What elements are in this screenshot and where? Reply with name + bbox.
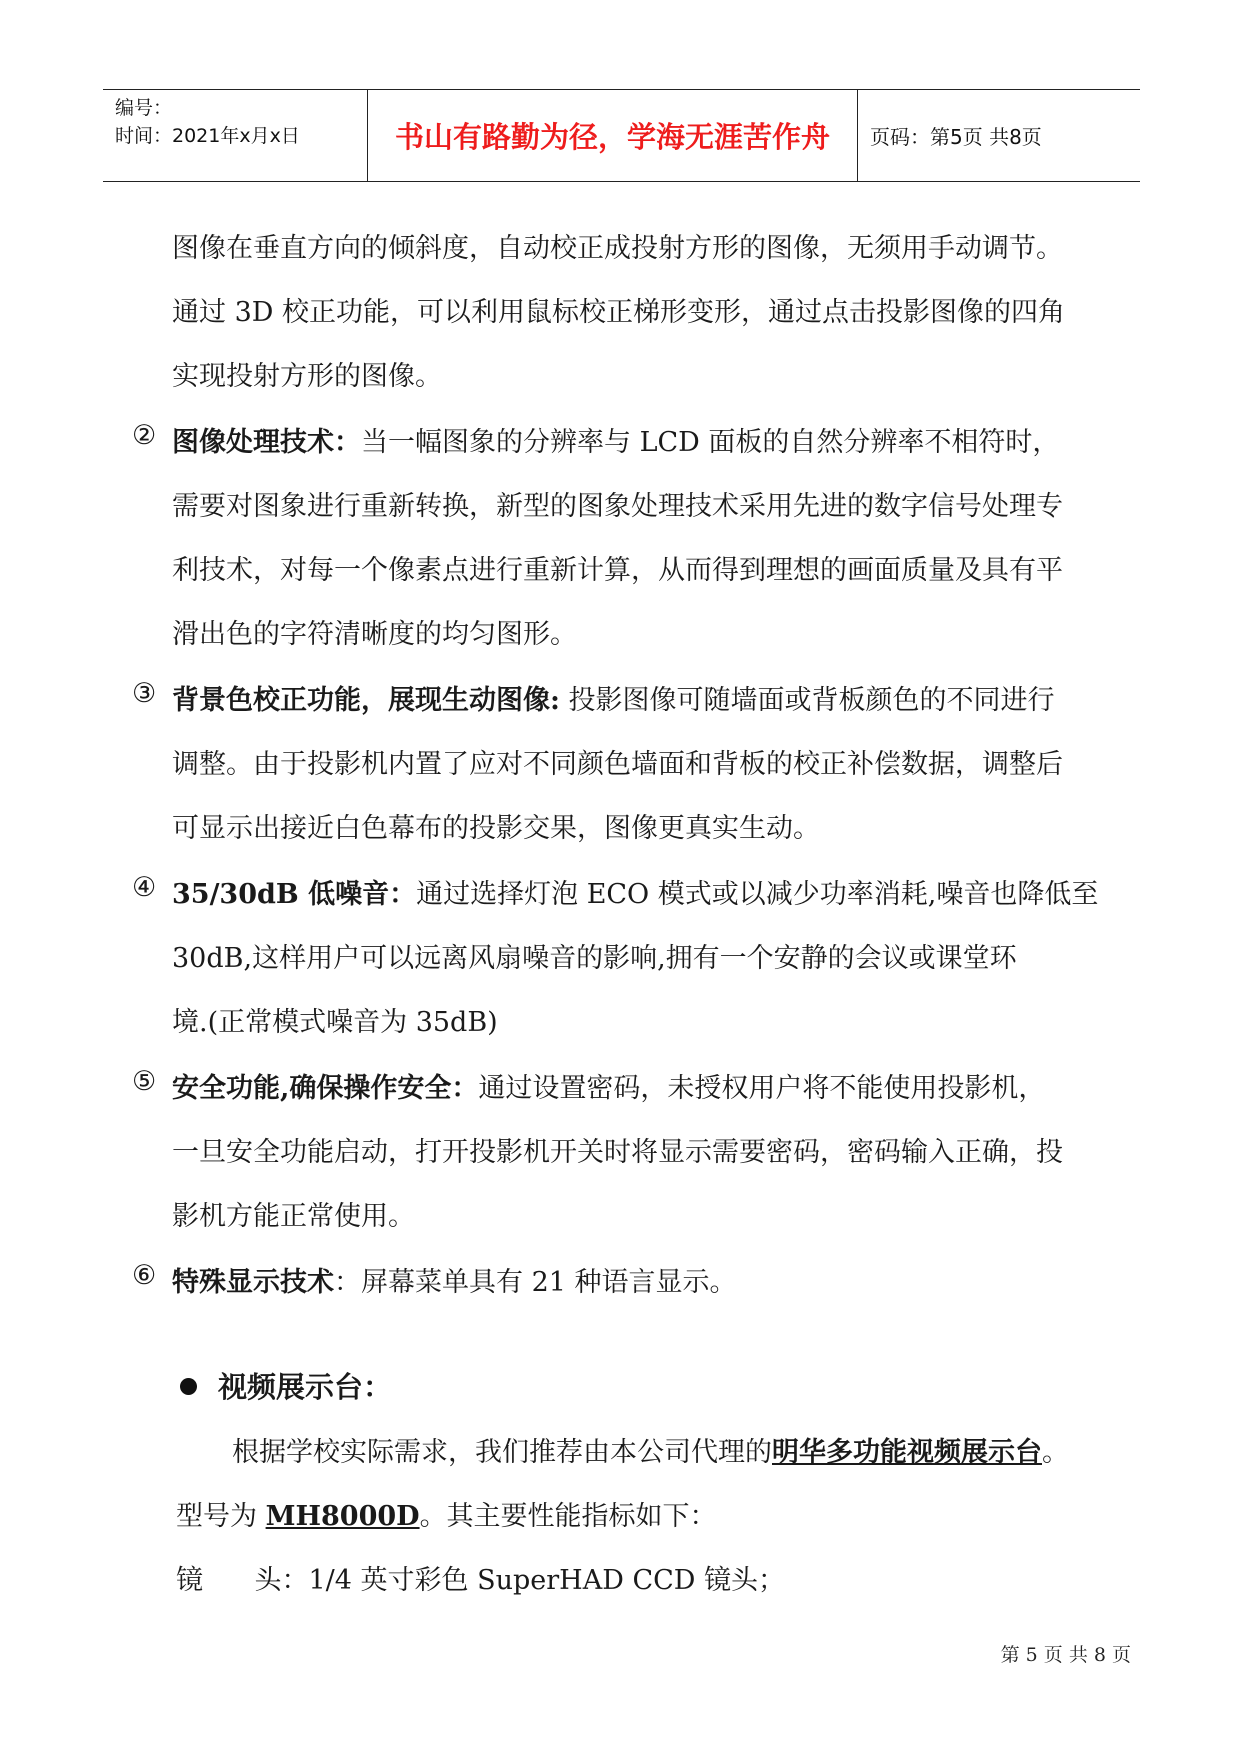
list-item-line: 可显示出接近白色幕布的投影交果，图像更真实生动。 bbox=[172, 813, 820, 844]
paragraph-line: 实现投射方形的图像。 bbox=[172, 361, 442, 392]
item-title: 图像处理技术： bbox=[172, 427, 361, 458]
list-item-line: 需要对图象进行重新转换，新型的图象处理技术采用先进的数字信号处理专 bbox=[172, 491, 1063, 522]
bullet-dot-icon bbox=[180, 1378, 197, 1395]
page-footer: 第 5 页 共 8 页 bbox=[1000, 1644, 1131, 1666]
header-motto: 书山有路勤为径，学海无涯苦作舟 bbox=[368, 90, 858, 181]
spec-label: 镜 头 bbox=[176, 1565, 282, 1596]
model-number: MH8000D bbox=[265, 1501, 420, 1532]
list-marker: ③ bbox=[132, 678, 157, 709]
item-title: 35/30dB 低噪音： bbox=[172, 879, 417, 910]
list-item-line: 30dB,这样用户可以远离风扇噪音的影响,拥有一个安静的会议或课堂环 bbox=[172, 943, 1017, 974]
list-marker: ④ bbox=[132, 872, 157, 903]
list-item-line: 滑出色的字符清晰度的均匀图形。 bbox=[172, 619, 577, 650]
list-marker: ⑥ bbox=[132, 1260, 157, 1291]
item-title: 背景色校正功能，展现生动图像: bbox=[172, 685, 560, 716]
product-name: 明华多功能视频展示台 bbox=[772, 1437, 1042, 1468]
list-item-line: 特殊显示技术：屏幕菜单具有 21 种语言显示。 bbox=[172, 1267, 737, 1298]
doc-number: 编号： bbox=[115, 97, 173, 119]
spec-value: ：1/4 英寸彩色 SuperHAD CCD 镜头； bbox=[281, 1565, 785, 1596]
list-item-line: 图像处理技术：当一幅图象的分辨率与 LCD 面板的自然分辨率不相符时， bbox=[172, 427, 1060, 458]
item-title: 安全功能,确保操作安全： bbox=[172, 1073, 479, 1104]
header-page-info: 页码：第5页 共8页 bbox=[870, 125, 1042, 149]
list-item-line: 影机方能正常使用。 bbox=[172, 1201, 415, 1232]
item-title: 特殊显示技术 bbox=[172, 1267, 334, 1298]
list-marker: ⑤ bbox=[132, 1066, 157, 1097]
list-item-line: 背景色校正功能，展现生动图像: 投影图像可随墙面或背板颜色的不同进行 bbox=[172, 685, 1055, 716]
list-item-line: 利技术，对每一个像素点进行重新计算，从而得到理想的画面质量及具有平 bbox=[172, 555, 1063, 586]
doc-time: 时间：2021年x月x日 bbox=[115, 125, 300, 147]
section-line: 根据学校实际需求，我们推荐由本公司代理的明华多功能视频展示台。 bbox=[232, 1437, 1069, 1468]
list-item-line: 安全功能,确保操作安全：通过设置密码，未授权用户将不能使用投影机， bbox=[172, 1073, 1046, 1104]
section-title: 视频展示台： bbox=[218, 1370, 393, 1404]
list-item-line: 境.(正常模式噪音为 35dB) bbox=[172, 1007, 498, 1038]
list-item-line: 35/30dB 低噪音：通过选择灯泡 ECO 模式或以减少功率消耗,噪音也降低至 bbox=[172, 879, 1099, 910]
paragraph-line: 图像在垂直方向的倾斜度，自动校正成投射方形的图像，无须用手动调节。 bbox=[172, 233, 1063, 264]
spec-line bbox=[176, 1558, 785, 1597]
list-item-line: 一旦安全功能启动，打开投影机开关时将显示需要密码，密码输入正确，投 bbox=[172, 1137, 1063, 1168]
list-item-line: 调整。由于投影机内置了应对不同颜色墙面和背板的校正补偿数据，调整后 bbox=[172, 749, 1063, 780]
header-meta bbox=[103, 90, 368, 181]
section-line: 型号为 MH8000D。其主要性能指标如下： bbox=[176, 1501, 717, 1532]
page-header bbox=[103, 89, 1140, 182]
paragraph-line: 通过 3D 校正功能，可以利用鼠标校正梯形变形，通过点击投影图像的四角 bbox=[172, 297, 1065, 328]
list-marker: ② bbox=[132, 420, 157, 451]
